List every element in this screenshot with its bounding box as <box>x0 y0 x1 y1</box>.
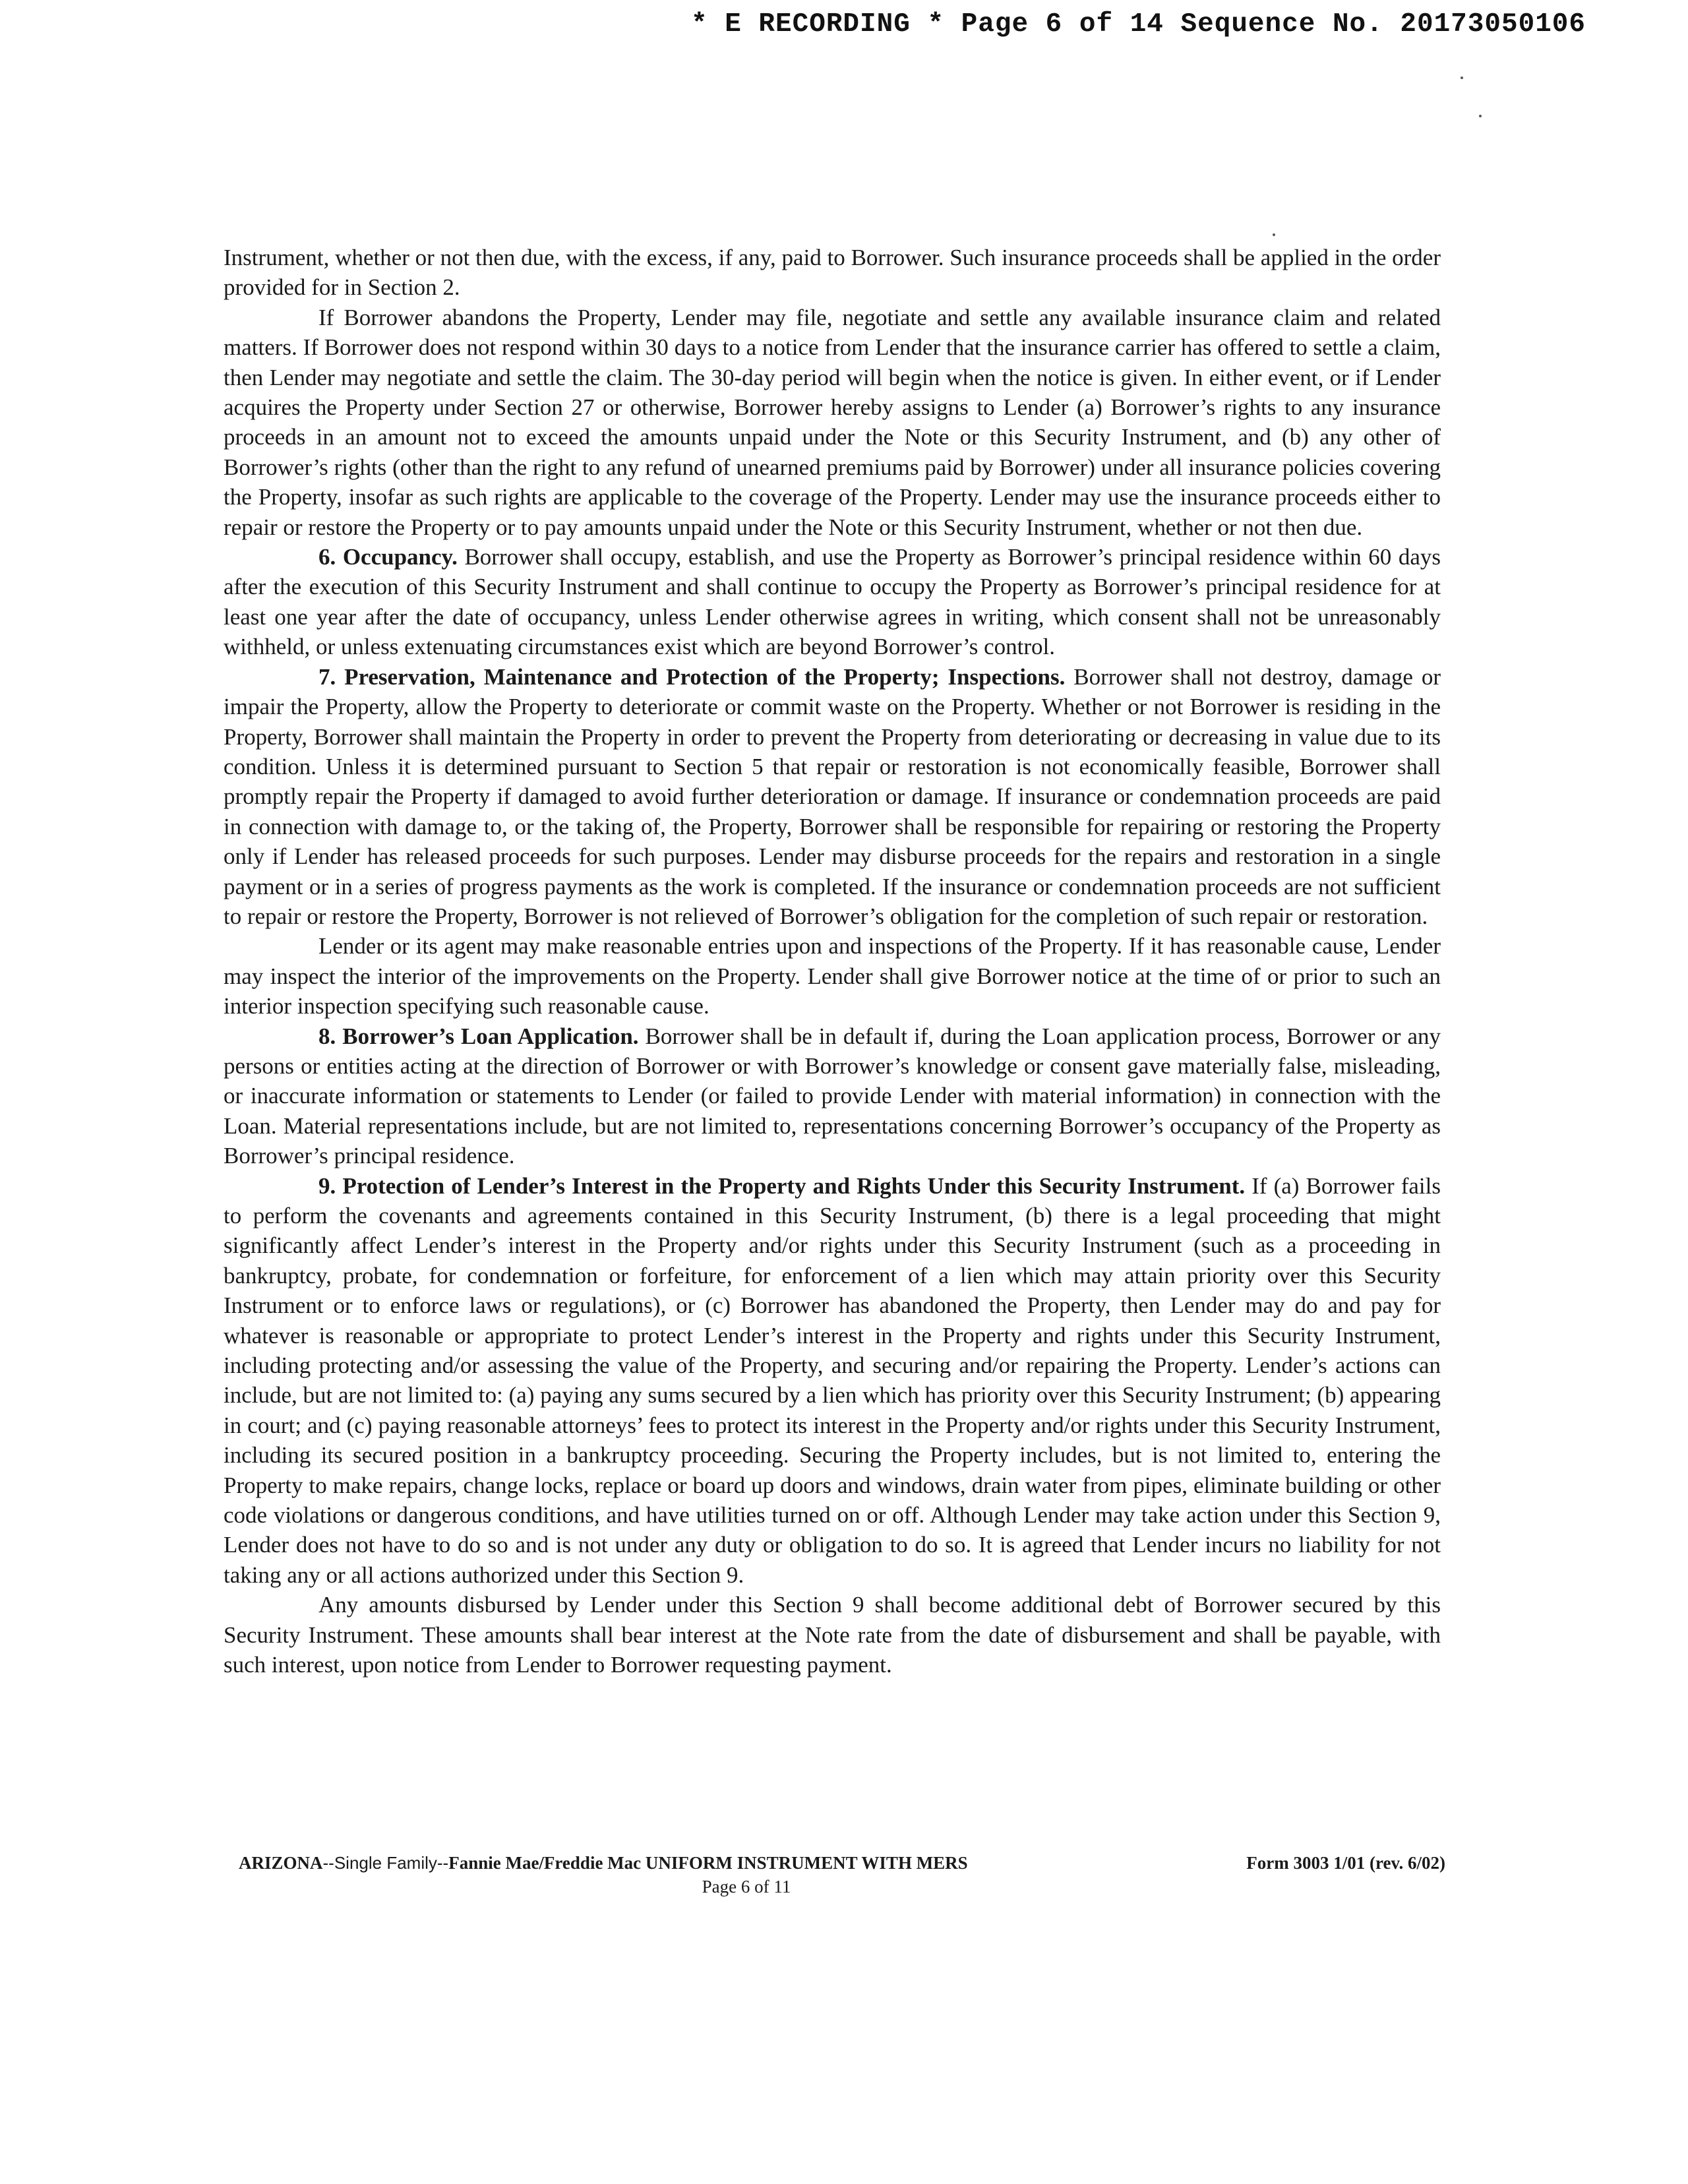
footer-page-number: Page 6 of 11 <box>702 1877 791 1896</box>
section-6-text: Borrower shall occupy, establish, and use the Property as Borrower’s principal residence within 60 days after the execution of this Security Instrument and shall continue to occupy the Property as Borrower’s principal residence for at least one year after the date of occupancy, unless Lender otherwise agrees in writing, which consent shall not be unreasonably withheld, or unless extenuating circumstances exist which are beyond Borrower’s control. <box>224 544 1441 660</box>
footer-form-number: Form 3003 1/01 (rev. 6/02) <box>1246 1853 1445 1873</box>
section-6-heading: 6. Occupancy. <box>318 544 458 570</box>
footer-title: Fannie Mae/Freddie Mac UNIFORM INSTRUMENT WITH MERS <box>448 1853 968 1873</box>
section-7-heading: 7. Preservation, Maintenance and Protection of the Property; Inspections. <box>318 663 1066 690</box>
scan-speck <box>1461 76 1463 79</box>
scan-speck <box>1479 115 1482 117</box>
paragraph-abandonment: If Borrower abandons the Property, Lender may file, negotiate and settle any available insurance claim and related matters. If Borrower does not respond within 30 days to a notice from Lender that the insurance carrier has offered to settle a claim, then Lender may negotiate and settle the claim. The 30-day period will begin when the notice is given. In either event, or if Lender acquires the Property under Section 27 or otherwise, Borrower hereby assigns to Lender (a) Borrower’s rights to any insurance proceeds in an amount not to exceed the amounts unpaid under the Note or this Security Instrument, and (b) any other of Borrower’s rights (other than the right to any refund of unearned premiums paid by Borrower) under all insurance policies covering the Property, insofar as such rights are applicable to the coverage of the Property. Lender may use the insurance proceeds either to repair or restore the Property or to pay amounts unpaid under the Note or this Security Instrument, whether or not then due. <box>224 304 1441 540</box>
section-9-heading: 9. Protection of Lender’s Interest in the Property and Rights Under this Security Instrument. <box>318 1172 1246 1199</box>
recording-header: * E RECORDING * Page 6 of 14 Sequence No. 20173050106 <box>691 9 1586 40</box>
paragraph-insurance-continued: Instrument, whether or not then due, with the excess, if any, paid to Borrower. Such insurance proceeds shall be applied in the order provided for in Section 2. <box>224 245 1441 301</box>
footer-type: --Single Family-- <box>322 1853 449 1873</box>
section-8-loan-application <box>224 1021 1441 1171</box>
section-8-heading: 8. Borrower’s Loan Application. <box>318 1023 639 1049</box>
document-body <box>224 243 1441 1680</box>
footer-state: ARIZONA <box>239 1853 323 1873</box>
section-8-text: Borrower shall be in default if, during the Loan application process, Borrower or any persons or entities acting at the direction of Borrower or with Borrower’s knowledge or consent gave materially false, misleading, or inaccurate information or statements to Lender (or failed to provide Lender with material information) in connection with the Loan. Material representations include, but are not limited to, representations concerning Borrower’s occupancy of the Property as Borrower’s principal residence. <box>224 1023 1441 1169</box>
section-6-occupancy <box>224 542 1441 662</box>
footer-instrument-title <box>239 1853 968 1873</box>
section-9-protection <box>224 1171 1441 1591</box>
section-7-text: Borrower shall not destroy, damage or impair the Property, allow the Property to deteriorate or commit waste on the Property. Whether or not Borrower is residing in the Property, Borrower shall maintain the Property in order to prevent the Property from deteriorating or decreasing in value due to its condition. Unless it is determined pursuant to Section 5 that repair or restoration is not economically feasible, Borrower shall promptly repair the Property if damaged to avoid further deterioration or damage. If insurance or condemnation proceeds are paid in connection with damage to, or the taking of, the Property, Borrower shall be responsible for repairing or restoring the Property only if Lender has released proceeds for such purposes. Lender may disburse proceeds for the repairs and restoration in a single payment or in a series of progress payments as the work is completed. If the insurance or condemnation proceeds are not sufficient to repair or restore the Property, Borrower is not relieved of Borrower’s obligation for the completion of such repair or restoration. <box>224 663 1441 929</box>
paragraph-inspections: Lender or its agent may make reasonable entries upon and inspections of the Property. If it has reasonable cause, Lender may inspect the interior of the improvements on the Property. Lender shall give Borrower notice at the time of or prior to such an interior inspection specifying such reasonable cause. <box>224 933 1441 1019</box>
section-9-text: If (a) Borrower fails to perform the covenants and agreements contained in this Security Instrument, (b) there is a legal proceeding that might significantly affect Lender’s interest in the Property and/or rights under this Security Instrument (such as a proceeding in bankruptcy, probate, for condemnation or forfeiture, for enforcement of a lien which may attain priority over this Security Instrument or to enforce laws or regulations), or (c) Borrower has abandoned the Property, then Lender may do and pay for whatever is reasonable or appropriate to protect Lender’s interest in the Property and rights under this Security Instrument, including protecting and/or assessing the value of the Property, and securing and/or repairing the Property. Lender’s actions can include, but are not limited to: (a) paying any sums secured by a lien which has priority over this Security Instrument; (b) appearing in court; and (c) paying reasonable attorneys’ fees to protect its interest in the Property and/or rights under this Security Instrument, including its secured position in a bankruptcy proceeding. Securing the Property includes, but is not limited to, entering the Property to make repairs, change locks, replace or board up doors and windows, drain water from pipes, eliminate building or other code violations or dangerous conditions, and have utilities turned on or off. Although Lender may take action under this Section 9, Lender does not have to do so and is not under any duty or obligation to do so. It is agreed that Lender incurs no liability for not taking any or all actions authorized under this Section 9. <box>224 1172 1441 1588</box>
scan-speck <box>1273 233 1275 236</box>
section-7-preservation <box>224 662 1441 932</box>
paragraph-disbursed-amounts: Any amounts disbursed by Lender under this Section 9 shall become additional debt of Borrower secured by this Security Instrument. These amounts shall bear interest at the Note rate from the date of disbursement and shall be payable, with such interest, upon notice from Lender to Borrower requesting payment. <box>224 1592 1441 1678</box>
